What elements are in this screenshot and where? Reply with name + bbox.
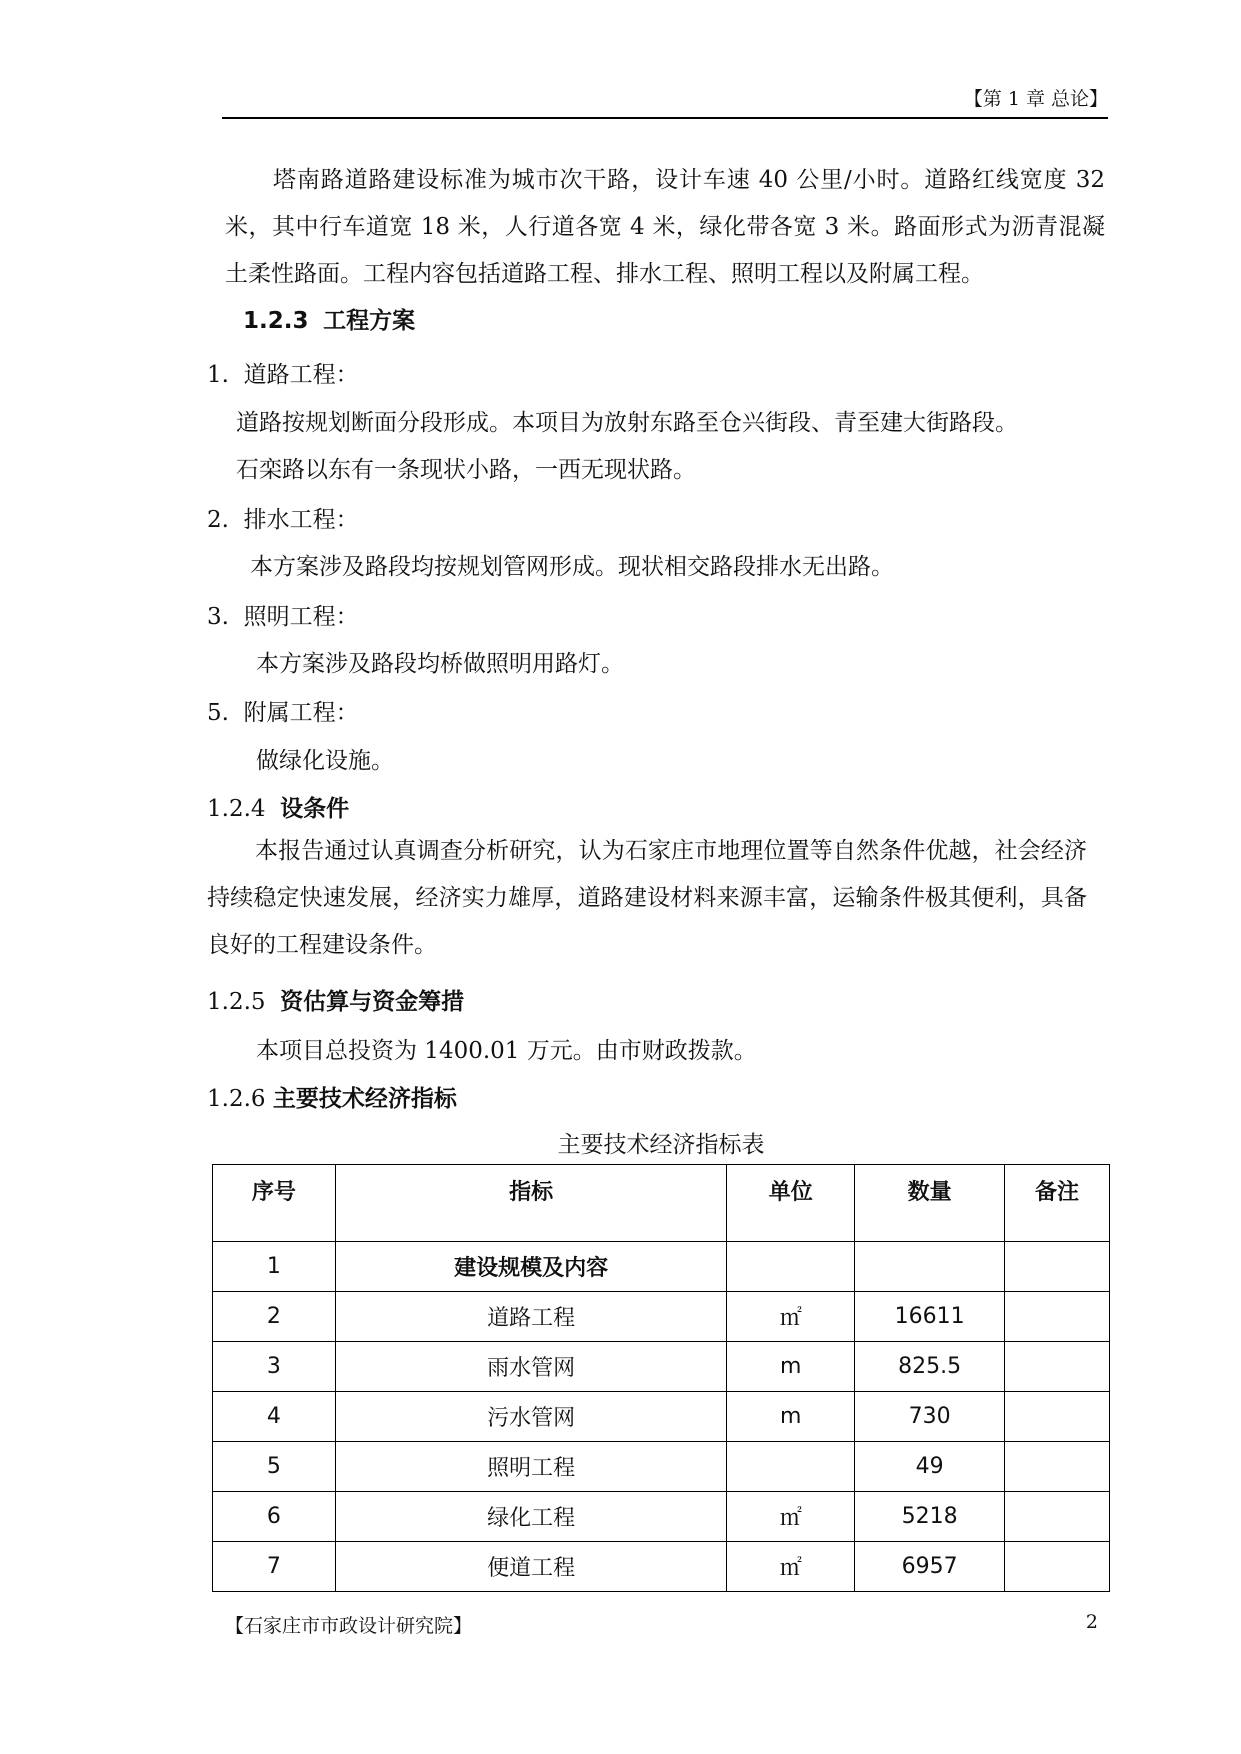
item-3-heading [207,598,359,631]
header-rule [222,117,1108,119]
item-5-heading [207,694,359,727]
item-1-heading [207,356,359,389]
cell-remarks [1005,1542,1110,1592]
col-header-indicator: 指标 [335,1165,726,1242]
cell-seq: 1 [213,1242,336,1292]
cell-seq: 2 [213,1292,336,1342]
conditions-paragraph: 本报告通过认真调查分析研究，认为石家庄市地理位置等自然条件优越，社会经济持续稳定快速发展，经济实力雄厚，道路建设材料来源丰富，运输条件极其便利，具备良好的工程建设条件。 [207,838,1087,958]
table-caption: 主要技术经济指标表 [557,1132,765,1158]
cell-quantity: 730 [855,1392,1005,1442]
page-number: 2 [1085,1611,1098,1633]
tech-economic-table [212,1164,1110,1592]
cell-quantity: 6957 [855,1542,1005,1592]
cell-unit: m [727,1392,855,1442]
cell-seq: 5 [213,1442,336,1492]
item-number: 5. [207,700,229,726]
cell-remarks [1005,1242,1110,1292]
cell-remarks [1005,1292,1110,1342]
section-number: 1.2.5 [207,989,266,1015]
cell-remarks [1005,1492,1110,1542]
table-row [213,1342,1110,1392]
cell-indicator: 绿化工程 [335,1492,726,1542]
cell-indicator: 照明工程 [335,1442,726,1492]
investment-line: 本项目总投资为 1400.01 万元。由市财政拨款。 [256,1038,757,1064]
cell-unit: ㎡ [727,1492,855,1542]
item-5-line-1: 做绿化设施。 [256,748,394,774]
cell-quantity: 825.5 [855,1342,1005,1392]
section-number: 1.2.4 [207,796,266,822]
section-title: 设条件 [280,796,350,822]
chapter-header: 【第 1 章 总论】 [963,88,1108,110]
cell-seq: 7 [213,1542,336,1592]
cell-quantity: 16611 [855,1292,1005,1342]
cell-indicator: 污水管网 [335,1392,726,1442]
section-title: 主要技术经济指标 [272,1086,457,1112]
table-header-row [213,1165,1110,1242]
footer-organization: 【石家庄市市政设计研究院】 [225,1615,473,1637]
item-3-line-1: 本方案涉及路段均桥做照明用路灯。 [256,651,624,677]
item-2-heading [207,501,359,534]
item-number: 1. [207,362,229,388]
item-2-line-1: 本方案涉及路段均按规划管网形成。现状相交路段排水无出路。 [250,554,894,580]
col-header-seq: 序号 [213,1165,336,1242]
cell-remarks [1005,1392,1110,1442]
cell-seq: 6 [213,1492,336,1542]
intro-paragraph: 塔南路道路建设标准为城市次干路，设计车速 40 公里/小时。道路红线宽度 32 米，其中行车道宽 18 米，人行道各宽 4 米，绿化带各宽 3 米。路面形式为沥青混凝土柔性路面。工程内容包括道路工程、排水工程、照明工程以及附属工程。 [225,167,1105,287]
col-header-remarks: 备注 [1005,1165,1110,1242]
cell-quantity [855,1242,1005,1292]
table-row [213,1242,1110,1292]
cell-seq: 3 [213,1342,336,1392]
cell-indicator: 雨水管网 [335,1342,726,1392]
cell-indicator: 便道工程 [335,1542,726,1592]
cell-quantity: 5218 [855,1492,1005,1542]
cell-unit [727,1442,855,1492]
cell-unit [727,1242,855,1292]
section-title: 资估算与资金筹措 [280,989,465,1015]
cell-unit: ㎡ [727,1542,855,1592]
section-1-2-4-heading [207,790,349,823]
cell-remarks [1005,1442,1110,1492]
table-row [213,1492,1110,1542]
cell-unit: m [727,1342,855,1392]
table-row [213,1542,1110,1592]
item-title: 照明工程： [243,604,359,630]
cell-unit: ㎡ [727,1292,855,1342]
item-title: 道路工程： [243,362,359,388]
table-row [213,1392,1110,1442]
section-number: 1.2.3 [243,308,309,334]
cell-quantity: 49 [855,1442,1005,1492]
col-header-quantity: 数量 [855,1165,1005,1242]
section-1-2-6-heading [207,1080,457,1113]
cell-indicator: 建设规模及内容 [335,1242,726,1292]
cell-indicator: 道路工程 [335,1292,726,1342]
section-number: 1.2.6 [207,1086,266,1112]
item-title: 附属工程： [243,700,359,726]
table-row [213,1292,1110,1342]
item-title: 排水工程： [243,507,359,533]
col-header-unit: 单位 [727,1165,855,1242]
item-number: 3. [207,604,229,630]
cell-seq: 4 [213,1392,336,1442]
section-1-2-3-heading [243,302,415,335]
section-1-2-5-heading [207,983,464,1016]
item-number: 2. [207,507,229,533]
item-1-line-1: 道路按规划断面分段形成。本项目为放射东路至仓兴街段、青至建大街路段。 [236,410,1018,436]
item-1-line-2: 石栾路以东有一条现状小路，一西无现状路。 [236,457,696,483]
section-title: 工程方案 [323,308,416,334]
table-row [213,1442,1110,1492]
cell-remarks [1005,1342,1110,1392]
